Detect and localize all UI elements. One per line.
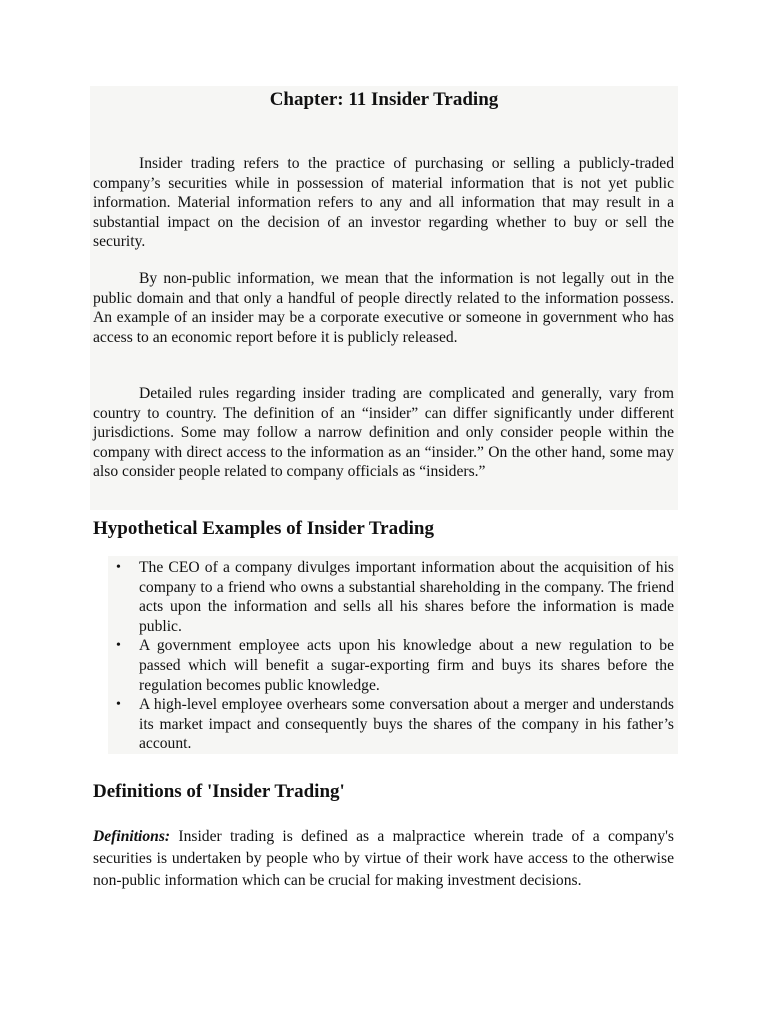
definition-paragraph [93,826,674,891]
examples-list [110,558,674,754]
intro-paragraph-1: Insider trading refers to the practice of purchasing or selling a publicly-traded company’s securities while in possession of material information that is not yet public information. Material information refers to any and all information that may result in a substantial impact on the decision of an investor regarding whether to buy or sell the security. [93,155,674,251]
list-item [110,558,674,636]
definition-text: Insider trading is defined as a malpractice wherein trade of a company's securities is undertaken by people who by virtue of their work have access to the otherwise non-public information which can be crucial for making investment decisions. [93,828,674,889]
examples-heading: Hypothetical Examples of Insider Trading [93,518,434,539]
bullet-icon: • [116,638,121,654]
intro-paragraph-2: By non-public information, we mean that the information is not legally out in the public domain and that only a handful of people directly related to the information possess. An example of an insider may be a corporate executive or someone in government who has access to an economic report before it is publicly released. [93,270,674,346]
intro-paragraph-3: Detailed rules regarding insider trading are complicated and generally, vary from country to country. The definition of an “insider” can differ significantly under different jurisdictions. Some may follow a narrow definition and only consider people within the company with direct access to the information as an “insider.” On the other hand, some may also consider people related to company officials as “insiders.” [93,385,674,481]
example-text: A government employee acts upon his knowledge about a new regulation to be passed which will benefit a sugar-exporting firm and buys its shares before the regulation becomes public knowledge. [139,637,674,694]
chapter-title: Chapter: 11 Insider Trading [269,89,499,110]
list-item [110,636,674,695]
definition-label: Definitions: [93,828,171,845]
list-item [110,695,674,754]
definitions-heading: Definitions of 'Insider Trading' [93,781,345,802]
bullet-icon: • [116,697,121,713]
example-text: A high-level employee overhears some conversation about a merger and understands its market impact and consequently buys the shares of the company in his father’s account. [139,696,674,753]
bullet-icon: • [116,560,121,575]
example-text: The CEO of a company divulges important information about the acquisition of his company to a friend who owns a substantial shareholding in the company. The friend acts upon the information and sells all his shares before the information is made public. [139,559,674,635]
